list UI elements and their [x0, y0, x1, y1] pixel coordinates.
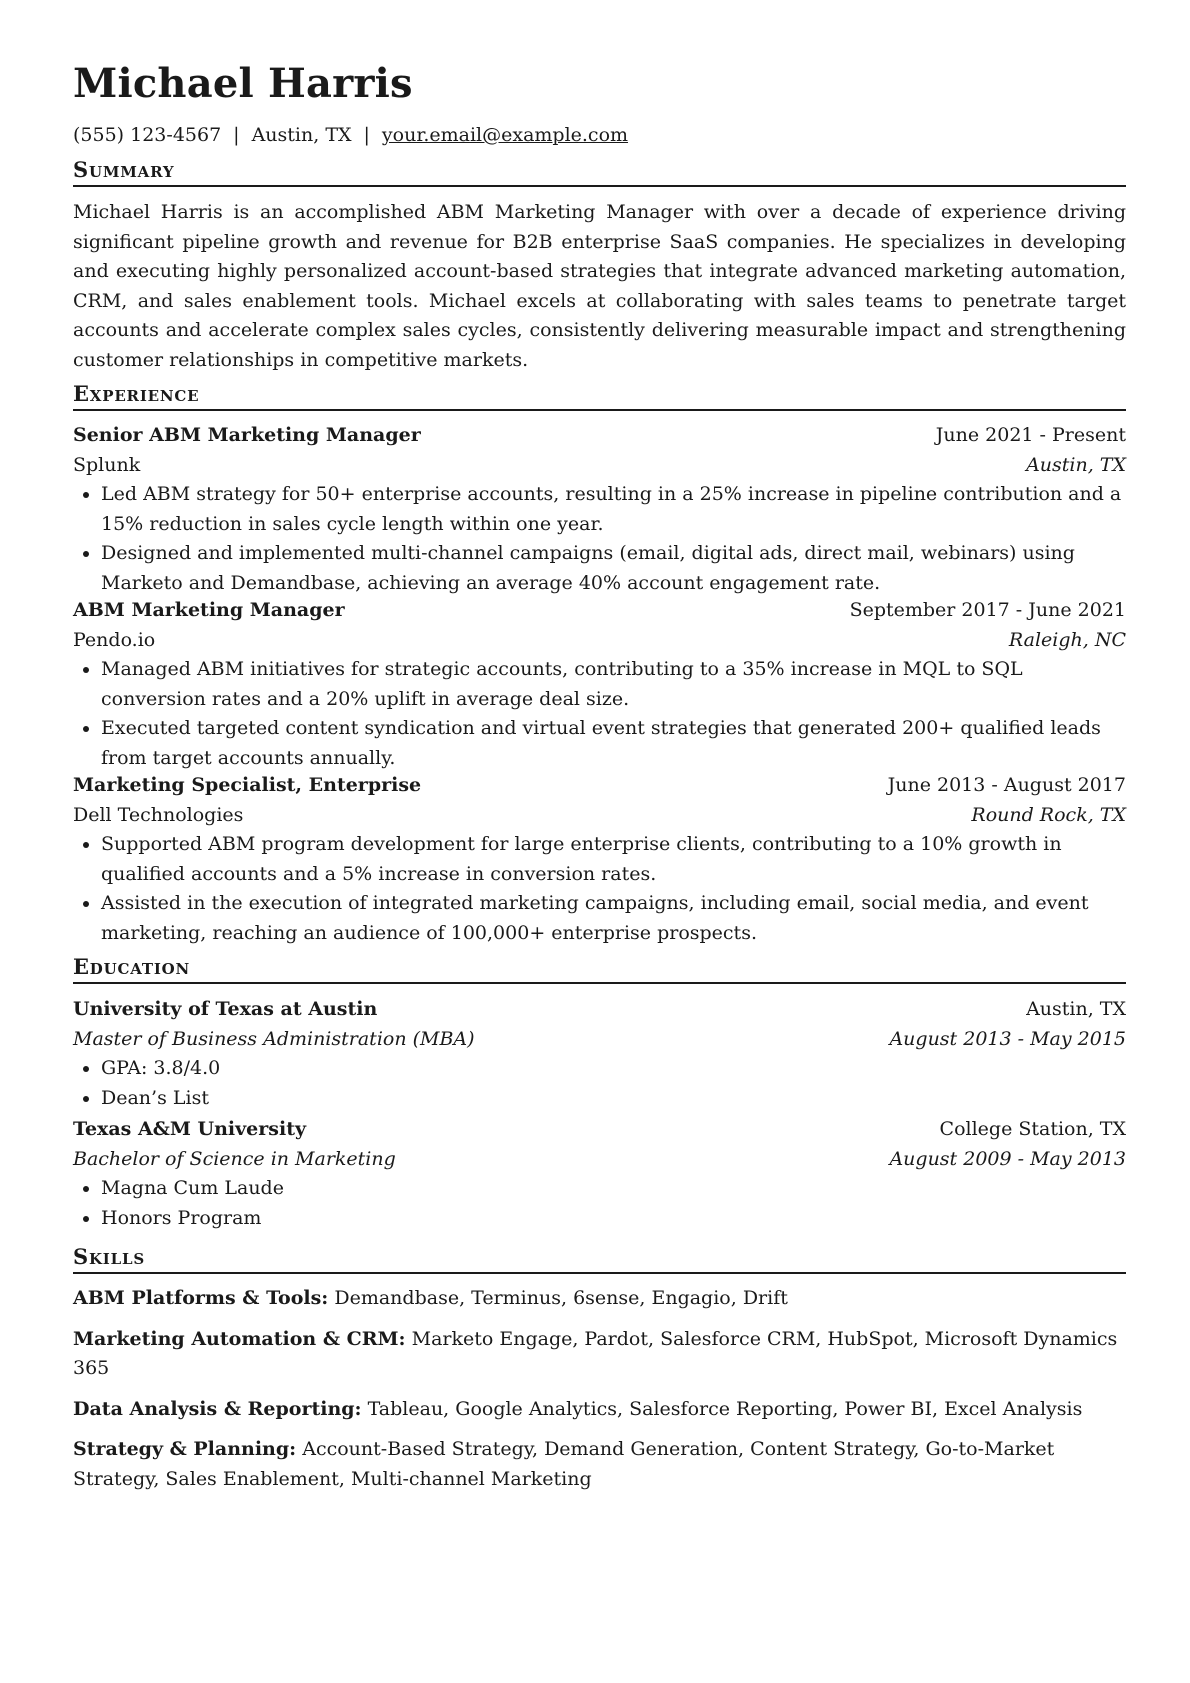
- experience-heading: Experience: [73, 381, 1126, 411]
- summary-text: Michael Harris is an accomplished ABM Marketing Manager with over a decade of experience driving significant pipeline growth and revenue for B2B enterprise SaaS companies. He specializes in developing and executing highly personalized account-based strategies that integrate advanced marketing automation, CRM, and sales enablement tools. Michael excels at collaborating with sales teams to penetrate target accounts and accelerate complex sales cycles, consistently delivering measurable impact and strengthening customer relationships in competitive markets.: [73, 201, 1126, 371]
- school-location: College Station, TX: [939, 1118, 1126, 1140]
- job-company: Pendo.io: [73, 628, 156, 651]
- education-entry: [73, 1115, 1126, 1233]
- degree: Master of Business Administration (MBA): [73, 1027, 475, 1050]
- school-name: Texas A&M University: [73, 1118, 307, 1140]
- bullet-item: • Honors Program: [101, 1204, 1126, 1234]
- bullet-item: • Assisted in the execution of integrated marketing campaigns, including email, social media, and event marketing, reaching an audience of 100,000+ enterprise prospects.: [101, 889, 1126, 948]
- bullet-item: • Supported ABM program development for large enterprise clients, contributing to a 10% growth in qualified accounts and a 5% increase in conversion rates.: [101, 830, 1126, 889]
- education-bullets: [73, 1174, 1126, 1233]
- skill-row: [73, 1395, 1126, 1425]
- phone: (555) 123-4567: [73, 124, 222, 146]
- job-entry: [73, 421, 1126, 598]
- job-bullets: [73, 655, 1126, 773]
- job-location: Austin, TX: [1026, 453, 1126, 476]
- skill-row: [73, 1325, 1126, 1384]
- skill-row: [73, 1284, 1126, 1314]
- job-bullets: [73, 830, 1126, 948]
- job-dates: June 2021 - Present: [935, 424, 1126, 446]
- bullet-item: • Executed targeted content syndication and virtual event strategies that generated 200+ qualified leads from target accounts annually.: [101, 714, 1126, 773]
- contact-line: [73, 122, 628, 148]
- skills-list: [73, 1284, 1126, 1505]
- job-dates: June 2013 - August 2017: [887, 774, 1126, 796]
- skill-value: Account-Based Strategy, Demand Generation, Content Strategy, Go-to-Market Strategy, Sales Enablement, Multi-channel Marketing: [73, 1438, 1055, 1490]
- skill-row: [73, 1435, 1126, 1494]
- separator: |: [233, 124, 240, 146]
- education-dates: August 2009 - May 2013: [889, 1147, 1126, 1170]
- job-role: Marketing Specialist, Enterprise: [73, 774, 422, 796]
- school-name: University of Texas at Austin: [73, 998, 378, 1020]
- job-company: Splunk: [73, 453, 141, 476]
- job-entry: [73, 771, 1126, 948]
- job-company: Dell Technologies: [73, 803, 244, 826]
- job-role: ABM Marketing Manager: [73, 599, 345, 621]
- bullet-item: • Dean’s List: [101, 1084, 1126, 1114]
- education-entry: [73, 995, 1126, 1113]
- education-bullets: [73, 1054, 1126, 1113]
- bullet-item: • Designed and implemented multi-channel campaigns (email, digital ads, direct mail, webinars) using Marketo and Demandbase, achieving an average 40% account engagement rate.: [101, 539, 1126, 598]
- skill-value: Marketo Engage, Pardot, Salesforce CRM, HubSpot, Microsoft Dynamics 365: [73, 1327, 1118, 1379]
- job-bullets: [73, 480, 1126, 598]
- education-heading: Education: [73, 954, 1126, 984]
- skill-label: Data Analysis & Reporting:: [73, 1397, 362, 1420]
- bullet-item: • Led ABM strategy for 50+ enterprise accounts, resulting in a 25% increase in pipeline contribution and a 15% reduction in sales cycle length within one year.: [101, 480, 1126, 539]
- separator: |: [363, 124, 370, 146]
- job-entry: [73, 596, 1126, 773]
- summary-heading: Summary: [73, 157, 1126, 187]
- skills-heading: Skills: [73, 1244, 1126, 1274]
- location: Austin, TX: [251, 124, 352, 146]
- job-role: Senior ABM Marketing Manager: [73, 424, 421, 446]
- job-location: Round Rock, TX: [971, 803, 1126, 826]
- candidate-name: Michael Harris: [73, 60, 413, 107]
- skill-value: Demandbase, Terminus, 6sense, Engagio, Drift: [334, 1287, 788, 1309]
- job-dates: September 2017 - June 2021: [849, 599, 1126, 621]
- bullet-item: • Managed ABM initiatives for strategic accounts, contributing to a 35% increase in MQL to SQL conversion rates and a 20% uplift in average deal size.: [101, 655, 1126, 714]
- skill-label: Marketing Automation & CRM:: [73, 1327, 406, 1350]
- job-location: Raleigh, NC: [1008, 628, 1126, 651]
- education-dates: August 2013 - May 2015: [889, 1027, 1126, 1050]
- skill-label: ABM Platforms & Tools:: [73, 1287, 329, 1309]
- bullet-item: • GPA: 3.8/4.0: [101, 1054, 1126, 1084]
- email-link[interactable]: your.email@example.com: [381, 124, 629, 146]
- skill-value: Tableau, Google Analytics, Salesforce Reporting, Power BI, Excel Analysis: [367, 1397, 1083, 1420]
- school-location: Austin, TX: [1026, 998, 1126, 1020]
- degree: Bachelor of Science in Marketing: [73, 1147, 396, 1170]
- skill-label: Strategy & Planning:: [73, 1438, 297, 1460]
- bullet-item: • Magna Cum Laude: [101, 1174, 1126, 1204]
